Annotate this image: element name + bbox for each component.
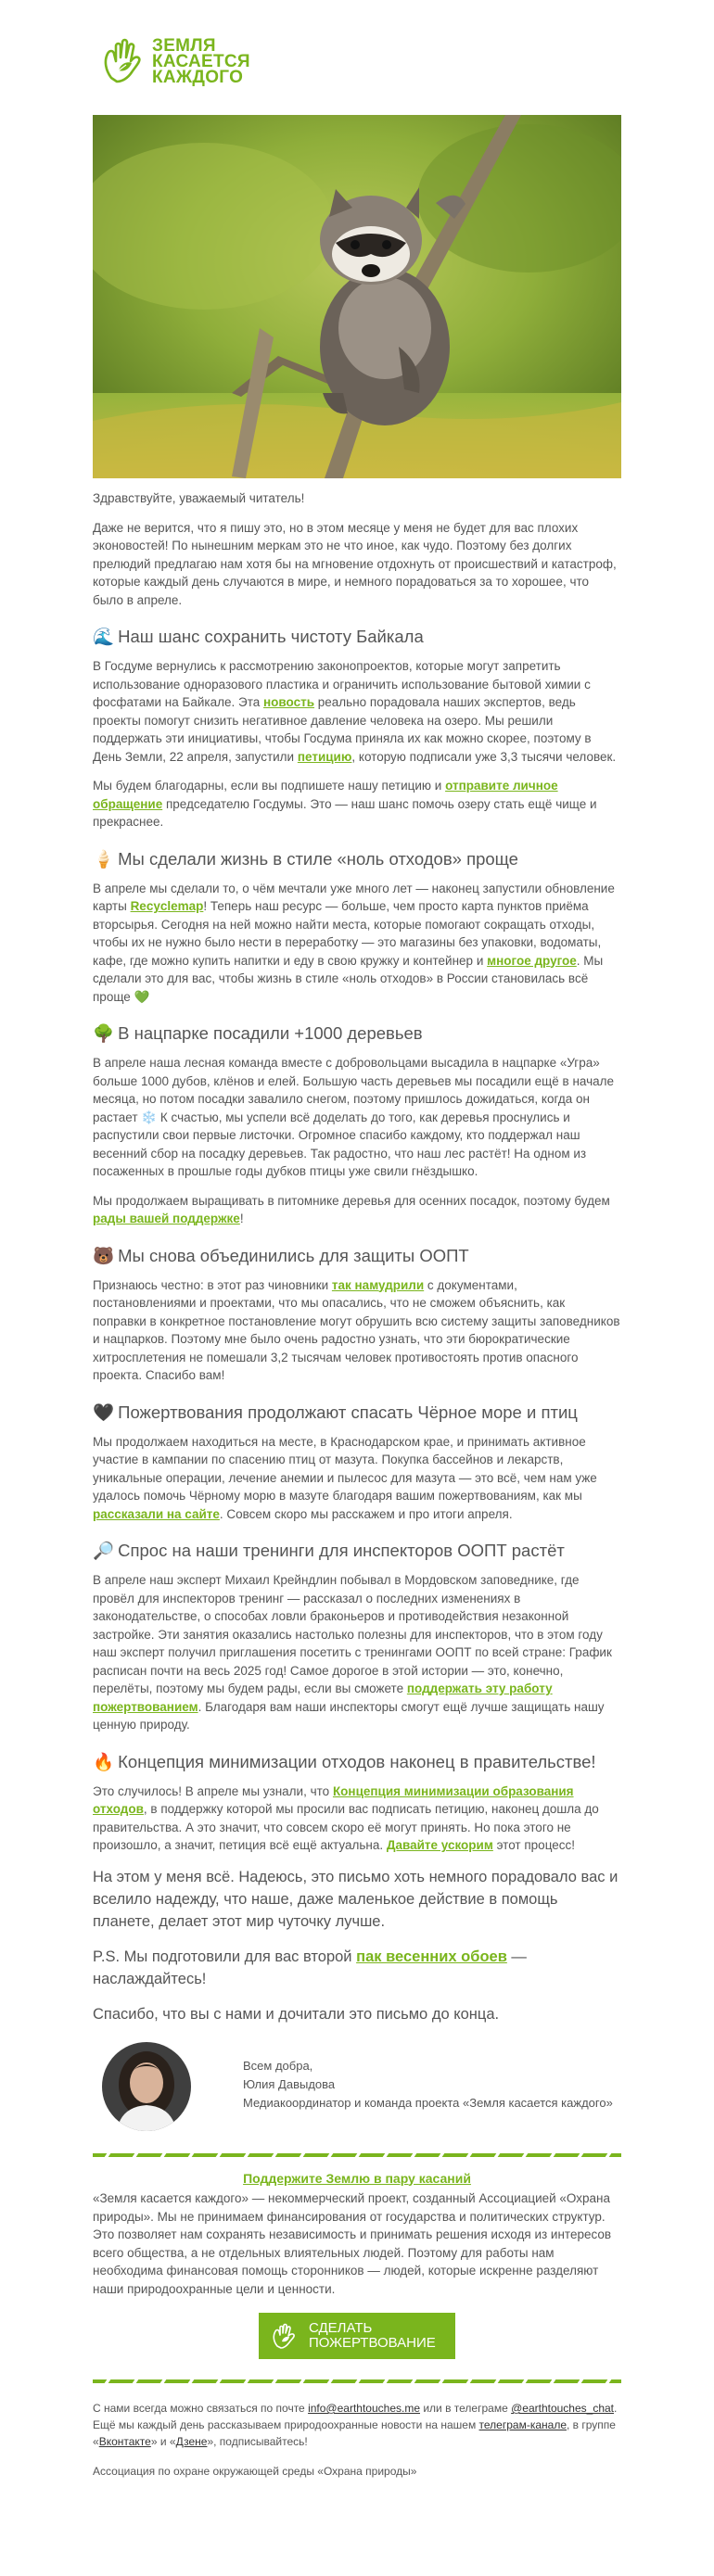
avatar xyxy=(102,2042,191,2131)
donate-button[interactable] xyxy=(259,2313,455,2359)
email-link[interactable]: info@earthtouches.me xyxy=(308,2402,420,2415)
closing-paragraph-2: P.S. Мы подготовили для вас второй пак весенних обоев — наслаждайтесь! xyxy=(93,1948,527,1987)
section-trees-paragraph-2: Мы продолжаем выращивать в питомнике деревья для осенних посадок, поэтому будем рады вашей поддержке! xyxy=(93,1193,610,1225)
telegram-channel-link[interactable]: телеграм-канале xyxy=(478,2418,567,2431)
tree-icon: 🌳 xyxy=(93,1023,115,1043)
speed-up-link[interactable]: Давайте ускорим xyxy=(386,1838,493,1852)
section-oopt-paragraph: Признаюсь честно: в этот раз чиновники так намудрили с документами, постановлениями и проектами, что мы опасались, что не сможем объяснить, как поправки в конкретное постановление могут обрушить всю систему защиты заповедников и нацпарков. Поэтому мне было очень радостно узнать, что эти бюрократические хитросплетения не помешали 3,2 тысячам человек противостоять против опасного проекта. Спасибо вам! xyxy=(93,1277,620,1382)
wave-icon: 🌊 xyxy=(93,627,115,646)
about-paragraph: «Земля касается каждого» — некоммерческий проект, созданный Ассоциацией «Охрана природы». Мы не принимаем финансирования от государства и политических структур. Это позволяет нам сохранять независимость и принимать решения исходя из интересов всего общества, а не отдельных влиятельных людей. Поэтому для работы нам необходима финансовая помощь сторонников — людей, которые искренне разделяют наши природоохранные цели и ценности. xyxy=(93,2191,612,2296)
told-on-site-link[interactable]: рассказали на сайте xyxy=(93,1506,220,1521)
section-baikal-title: 🌊 Наш шанс сохранить чистоту Байкала xyxy=(93,627,424,646)
email-container xyxy=(93,0,621,2481)
wavy-divider-bottom xyxy=(93,2376,621,2387)
wallpapers-link[interactable]: пак весенних обоев xyxy=(356,1948,507,1965)
section-baikal-paragraph-2: Мы будем благодарны, если вы подпишете нашу петицию и отправите личное обращение председателю Госдумы. Это — наш шанс помочь озеру стать ещё чище и прекраснее. xyxy=(93,779,597,829)
section-trainings-paragraph: В апреле наш эксперт Михаил Крейндлин побывал в Мордовском заповеднике, где провёл для инспекторов тренинг — рассказал о последних изменениях в законодательстве, о способах ловли браконьеров и противодействия незаконной застройке. Эти занятия оказались настолько полезны для инспекторов, что в этом году наш эксперт получил приглашения посетить с тренингами ООПТ по всей стране: График расписан почти на весь 2025 год! Самое дорогое в этой истории — это, конечно, перелёты, поэтому мы будем рады, если вы сможете поддержать эту работу пожертвованием. Благодаря вам наши инспекторы смогут ещё лучше защищать нашу ценную природу. xyxy=(93,1573,612,1732)
telegram-chat-link[interactable]: @earthtouches_chat xyxy=(511,2402,615,2415)
hand-leaf-logo-icon xyxy=(98,37,147,85)
support-earth-link[interactable]: Поддержите Землю в пару касаний xyxy=(243,2170,471,2186)
ice-cream-icon: 🍦 xyxy=(93,848,115,869)
closing-paragraph-3: Спасибо, что вы с нами и дочитали это письмо до конца. xyxy=(93,2005,500,2023)
signature-text xyxy=(243,2042,613,2131)
section-black-sea-paragraph: Мы продолжаем находиться на месте, в Краснодарском крае, и принимать активное участие в кампании по спасению птиц от мазута. Покупка бассейнов и лекарств, уникальные операции, лечение анемии и пылесос для мазута — это всё, чем нам уже удалось помочь Чёрному морю в мазуте благодаря вашим пожертвованиям, как мы рассказали на сайте. Совсем скоро мы расскажем и про итоги апреля. xyxy=(93,1434,597,1521)
so-tangled-link[interactable]: так намудрили xyxy=(331,1277,425,1292)
section-black-sea-title: 🖤 Пожертвования продолжают спасать Чёрное море и птиц xyxy=(93,1402,578,1422)
signature-name: Юлия Давыдова xyxy=(243,2076,336,2091)
bear-icon: 🐻 xyxy=(93,1245,115,1265)
greeting: Здравствуйте, уважаемый читатель! xyxy=(93,491,305,505)
signature-role: Медиакоординатор и команда проекта «Земля касается каждого» xyxy=(243,2095,613,2110)
brand-line-2: КАСАЕТСЯ xyxy=(152,51,250,71)
wavy-divider-top xyxy=(93,2150,621,2161)
section-trainings-title: 🔎 Спрос на наши тренинги для инспекторов ООПТ растёт xyxy=(93,1541,565,1560)
intro-paragraph: Даже не верится, что я пишу это, но в этом месяце у меня не будет для вас плохих эконовостей! По нынешним меркам это не что иное, как чудо. Поэтому без долгих прелюдий предлагаю нам хотя бы на мгновение отдохнуть от происшествий и катастроф, которые каждый день случаются в мире, и немного порадоваться за то хорошее, что было в апреле. xyxy=(93,520,617,607)
brand-line-1: ЗЕМЛЯ xyxy=(152,35,216,56)
hero-raccoon-image xyxy=(93,115,621,478)
vk-link[interactable]: Вконтакте xyxy=(98,2435,151,2448)
support-training-link[interactable]: поддержать эту работу пожертвованием xyxy=(93,1681,553,1714)
section-trees-paragraph-1: В апреле наша лесная команда вместе с добровольцами высадила в нацпарке «Угра» больше 1000 дубов, клёнов и елей. Большую часть деревьев мы посадили ещё в начале месяца, но потом посадки завалило снегом, поэтому пришлось дожидаться, когда он растает ❄️ К счастью, мы успели всё доделать до того, как деревья проснулись и распустили свои первые листочки. Огромное спасибо каждому, кто поддержал наш весенний сбор на посадку деревьев. Так радостно, что наш лес растёт! На одном из посаженных в прошлые годы дубков птицы уже свили гнёздышко. xyxy=(93,1056,615,1178)
email-body xyxy=(93,478,621,2481)
contacts-paragraph: С нами всегда можно связаться по почте info@earthtouches.me или в телеграме @earthtouches_chat. Ещё мы каждый день рассказываем природоохранные новости на нашем телеграм-канале, в группе «Вконтакте» и «Дзене», подписывайтесь! xyxy=(93,2402,618,2448)
waste-concept-link[interactable]: Концепция минимизации образования отходов xyxy=(93,1783,574,1816)
section-waste-concept-title: 🔥 Концепция минимизации отходов наконец в правительстве! xyxy=(93,1751,596,1771)
brand-line-3: КАЖДОГО xyxy=(152,67,244,87)
section-zero-waste-paragraph: В апреле мы сделали то, о чём мечтали уже много лет — наконец запустили обновление карты Recyclemap! Теперь наш ресурс — больше, чем просто карта пунктов приёма вторсырья. Сегодня на ней можно найти места, которые помогают сокращать отходы, чтобы их не нужно было нести в переработку — это магазины без упаковки, водоматы, кафе, где можно купить напитки и еду в свою кружку и контейнер и многое другое. Мы сделали это для вас, чтобы жизнь в стиле «ноль отходов» в России становилась всё проще 💚 xyxy=(93,881,615,1004)
hand-leaf-icon xyxy=(270,2322,298,2350)
black-heart-icon: 🖤 xyxy=(93,1402,115,1422)
donate-button-wrap xyxy=(93,2313,621,2359)
brand-wordmark xyxy=(152,35,250,87)
petition-link[interactable]: петицию xyxy=(297,749,352,764)
personal-appeal-link[interactable]: отправите личное обращение xyxy=(93,779,558,811)
section-baikal-paragraph-1: В Госдуме вернулись к рассмотрению законопроектов, которые могут запретить использование одноразового пластика и ограничить использование бытовой химии с фосфатами на Байкале. Эта новость реально порадовала наших экспертов, ведь проекты помогут снизить негативное давление человека на озеро. Мы решили поддержать эти инициативы, чтобы Госдума приняла их как можно скорее, поэтому в День Земли, 22 апреля, запустили петицию, которую подписали уже 3,3 тысячи человек. xyxy=(93,659,617,764)
section-waste-concept-paragraph: Это случилось! В апреле мы узнали, что Концепция минимизации образования отходов, в поддержку которой мы просили вас подписать петицию, наконец дошла до правительства. А это значит, что совсем скоро её могут принять. Но пока этого не произошло, а значит, петиция всё ещё актуальна. Давайте ускорим этот процесс! xyxy=(93,1783,599,1852)
fire-icon: 🔥 xyxy=(93,1751,115,1771)
support-trees-link[interactable]: рады вашей поддержке xyxy=(93,1212,240,1225)
brand-logo[interactable] xyxy=(98,33,621,89)
association-name: Ассоциация по охране окружающей среды «Охрана природы» xyxy=(93,2465,417,2478)
section-zero-waste-title: 🍦 Мы сделали жизнь в стиле «ноль отходов» проще xyxy=(93,848,518,869)
support-heading xyxy=(93,2170,621,2189)
recyclemap-link[interactable]: Recyclemap xyxy=(130,899,204,913)
signature-block xyxy=(93,2042,621,2131)
donate-button-label: СДЕЛАТЬ ПОЖЕРТВОВАНИЕ xyxy=(309,2320,436,2351)
section-trees-title: 🌳 В нацпарке посадили +1000 деревьев xyxy=(93,1023,423,1043)
dzen-link[interactable]: Дзене xyxy=(175,2435,208,2448)
section-oopt-title: 🐻 Мы снова объединились для защиты ООПТ xyxy=(93,1245,469,1265)
magnifier-icon: 🔎 xyxy=(93,1541,115,1560)
news-link[interactable]: новость xyxy=(263,695,315,709)
signature-line-1: Всем добра, xyxy=(243,2058,313,2073)
closing-paragraph-1: На этом у меня всё. Надеюсь, это письмо хоть немного порадовало вас и вселило надежду, что наше, даже маленькое действие в помощь планете, делает этот мир чуточку лучше. xyxy=(93,1868,618,1930)
much-more-link[interactable]: многое другое xyxy=(487,953,577,968)
